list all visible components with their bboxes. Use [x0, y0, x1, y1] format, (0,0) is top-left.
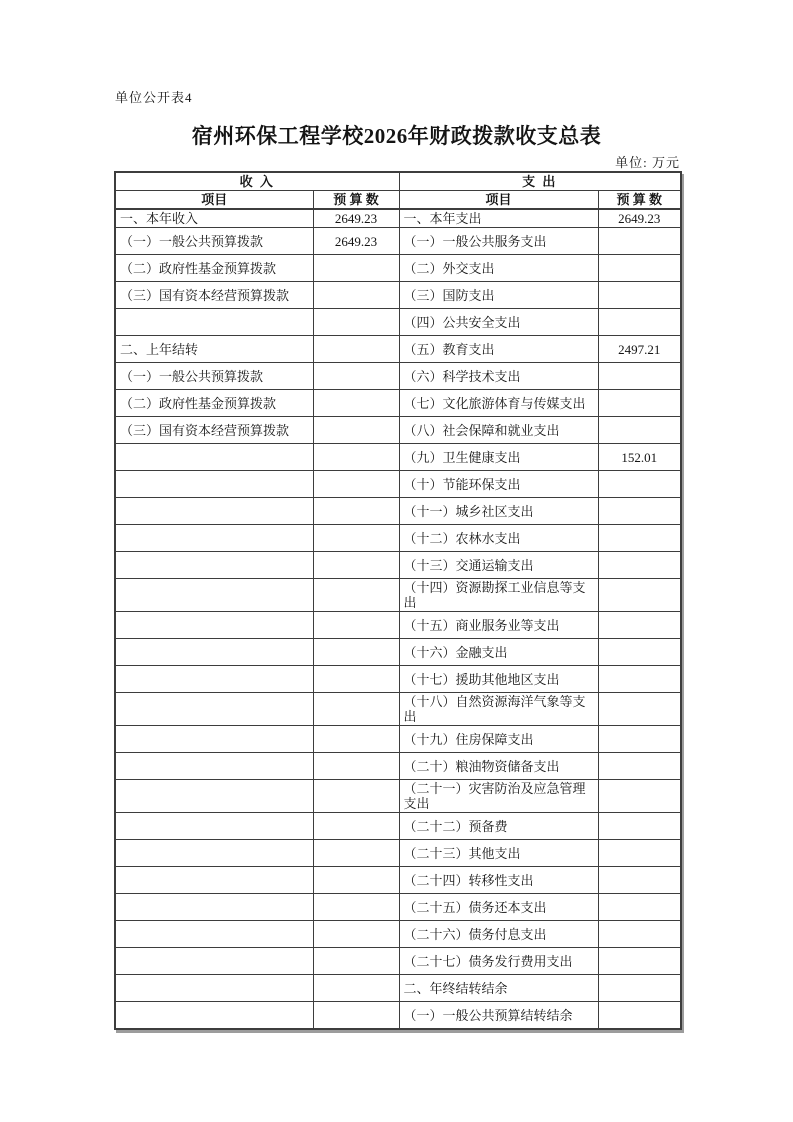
- income-item-cell: [115, 579, 313, 612]
- table-row: [115, 444, 681, 471]
- expense-budget-cell: [598, 948, 681, 975]
- income-item-cell: [115, 612, 313, 639]
- income-budget-cell: [313, 552, 399, 579]
- table-row: [115, 612, 681, 639]
- table-row: [115, 693, 681, 726]
- table-header: [115, 172, 681, 209]
- income-budget-cell: [313, 255, 399, 282]
- table-row: [115, 579, 681, 612]
- income-item-cell: [115, 1002, 313, 1030]
- expense-item-cell: （十六）金融支出: [399, 639, 598, 666]
- table-row: [115, 948, 681, 975]
- expense-item-cell: （二十）粮油物资储备支出: [399, 753, 598, 780]
- expense-budget-cell: [598, 693, 681, 726]
- expense-budget-cell: [598, 894, 681, 921]
- table-row: [115, 228, 681, 255]
- expense-item-cell: 一、本年支出: [399, 209, 598, 228]
- expense-budget-cell: [598, 228, 681, 255]
- expense-item-cell: （十五）商业服务业等支出: [399, 612, 598, 639]
- expense-item-cell: （三）国防支出: [399, 282, 598, 309]
- expense-budget-cell: [598, 813, 681, 840]
- income-item-cell: [115, 309, 313, 336]
- expense-budget-cell: [598, 579, 681, 612]
- table-row: [115, 780, 681, 813]
- expense-budget-cell: [598, 255, 681, 282]
- expense-budget-cell: [598, 639, 681, 666]
- income-budget-cell: 2649.23: [313, 228, 399, 255]
- expense-item-cell: （十二）农林水支出: [399, 525, 598, 552]
- table-row: [115, 975, 681, 1002]
- expense-item-cell: （二十三）其他支出: [399, 840, 598, 867]
- expense-item-cell: （六）科学技术支出: [399, 363, 598, 390]
- unit-note: 单位: 万元: [615, 155, 680, 170]
- expense-budget-cell: 152.01: [598, 444, 681, 471]
- income-item-cell: [115, 498, 313, 525]
- expense-budget-cell: [598, 309, 681, 336]
- expense-budget-cell: [598, 840, 681, 867]
- expense-item-cell: （二十四）转移性支出: [399, 867, 598, 894]
- income-item-cell: 一、本年收入: [115, 209, 313, 228]
- expense-item-cell: （二十一）灾害防治及应急管理支出: [399, 780, 598, 813]
- income-budget-cell: [313, 498, 399, 525]
- table-row: [115, 390, 681, 417]
- table-row: [115, 363, 681, 390]
- expense-item-cell: （十三）交通运输支出: [399, 552, 598, 579]
- income-item-cell: （一）一般公共预算拨款: [115, 228, 313, 255]
- expense-budget-cell: [598, 780, 681, 813]
- table-row: [115, 309, 681, 336]
- expense-budget-cell: [598, 552, 681, 579]
- income-budget-cell: [313, 363, 399, 390]
- table-row: [115, 1002, 681, 1030]
- expense-budget-cell: [598, 471, 681, 498]
- doc-label: 单位公开表4: [115, 90, 193, 105]
- expense-budget-cell: [598, 753, 681, 780]
- income-budget-cell: [313, 612, 399, 639]
- income-item-cell: [115, 867, 313, 894]
- income-item-cell: [115, 639, 313, 666]
- income-budget-cell: [313, 579, 399, 612]
- table-row: [115, 726, 681, 753]
- income-budget-cell: [313, 282, 399, 309]
- income-budget-cell: [313, 666, 399, 693]
- income-budget-column-header: 预 算 数: [313, 191, 399, 210]
- income-item-cell: [115, 894, 313, 921]
- income-budget-cell: [313, 975, 399, 1002]
- expense-budget-column-header: 预 算 数: [598, 191, 681, 210]
- income-budget-cell: [313, 444, 399, 471]
- income-item-cell: （二）政府性基金预算拨款: [115, 390, 313, 417]
- expense-item-cell: （十八）自然资源海洋气象等支出: [399, 693, 598, 726]
- expense-budget-cell: [598, 867, 681, 894]
- income-budget-cell: [313, 1002, 399, 1030]
- table-row: [115, 867, 681, 894]
- expense-budget-cell: [598, 612, 681, 639]
- expense-item-cell: （十一）城乡社区支出: [399, 498, 598, 525]
- income-budget-cell: 2649.23: [313, 209, 399, 228]
- expense-item-cell: （二十二）预备费: [399, 813, 598, 840]
- page-title: 宿州环保工程学校2026年财政拨款收支总表: [191, 124, 602, 148]
- table-body: [115, 209, 681, 1029]
- income-budget-cell: [313, 813, 399, 840]
- table-row: [115, 282, 681, 309]
- income-item-cell: （二）政府性基金预算拨款: [115, 255, 313, 282]
- expense-item-cell: （二十六）债务付息支出: [399, 921, 598, 948]
- income-budget-cell: [313, 867, 399, 894]
- income-item-cell: [115, 726, 313, 753]
- income-budget-cell: [313, 390, 399, 417]
- income-item-cell: [115, 780, 313, 813]
- expense-item-cell: （十九）住房保障支出: [399, 726, 598, 753]
- expense-item-cell: （二十五）债务还本支出: [399, 894, 598, 921]
- table-row: [115, 666, 681, 693]
- income-item-cell: [115, 840, 313, 867]
- expense-item-cell: （四）公共安全支出: [399, 309, 598, 336]
- income-item-column-header: 项目: [115, 191, 313, 210]
- income-item-cell: [115, 525, 313, 552]
- expense-budget-cell: [598, 525, 681, 552]
- expense-item-cell: （七）文化旅游体育与传媒支出: [399, 390, 598, 417]
- expense-budget-cell: [598, 666, 681, 693]
- expense-item-cell: （二十七）债务发行费用支出: [399, 948, 598, 975]
- expense-budget-cell: [598, 726, 681, 753]
- table-row: [115, 209, 681, 228]
- income-budget-cell: [313, 639, 399, 666]
- budget-summary-table: [114, 171, 682, 1030]
- expense-budget-cell: 2497.21: [598, 336, 681, 363]
- table-row: [115, 639, 681, 666]
- expense-item-column-header: 项目: [399, 191, 598, 210]
- income-budget-cell: [313, 726, 399, 753]
- expense-item-cell: （十七）援助其他地区支出: [399, 666, 598, 693]
- expense-item-cell: （九）卫生健康支出: [399, 444, 598, 471]
- income-item-cell: [115, 753, 313, 780]
- expense-budget-cell: [598, 921, 681, 948]
- income-item-cell: [115, 975, 313, 1002]
- table-row: [115, 417, 681, 444]
- income-item-cell: （三）国有资本经营预算拨款: [115, 417, 313, 444]
- income-budget-cell: [313, 417, 399, 444]
- expense-item-cell: （一）一般公共服务支出: [399, 228, 598, 255]
- income-item-cell: [115, 921, 313, 948]
- income-item-cell: [115, 444, 313, 471]
- income-item-cell: [115, 813, 313, 840]
- expense-item-cell: （十四）资源勘探工业信息等支出: [399, 579, 598, 612]
- table-row: [115, 525, 681, 552]
- expense-item-cell: （八）社会保障和就业支出: [399, 417, 598, 444]
- table-row: [115, 753, 681, 780]
- income-item-cell: [115, 552, 313, 579]
- expense-budget-cell: [598, 1002, 681, 1030]
- table-column-header-row: [115, 191, 681, 210]
- income-item-cell: [115, 948, 313, 975]
- expense-budget-cell: 2649.23: [598, 209, 681, 228]
- income-budget-cell: [313, 753, 399, 780]
- income-item-cell: 二、上年结转: [115, 336, 313, 363]
- income-budget-cell: [313, 840, 399, 867]
- table-row: [115, 813, 681, 840]
- expense-item-cell: （一）一般公共预算结转结余: [399, 1002, 598, 1030]
- expense-section-header: 支 出: [399, 172, 681, 191]
- income-budget-cell: [313, 894, 399, 921]
- table-row: [115, 921, 681, 948]
- table-group-header-row: [115, 172, 681, 191]
- expense-budget-cell: [598, 975, 681, 1002]
- table-row: [115, 894, 681, 921]
- table-row: [115, 255, 681, 282]
- expense-item-cell: （十）节能环保支出: [399, 471, 598, 498]
- income-budget-cell: [313, 780, 399, 813]
- expense-budget-cell: [598, 390, 681, 417]
- income-item-cell: （三）国有资本经营预算拨款: [115, 282, 313, 309]
- income-budget-cell: [313, 471, 399, 498]
- income-section-header: 收 入: [115, 172, 399, 191]
- income-budget-cell: [313, 921, 399, 948]
- table-row: [115, 336, 681, 363]
- income-item-cell: [115, 666, 313, 693]
- table-row: [115, 471, 681, 498]
- income-item-cell: [115, 471, 313, 498]
- expense-item-cell: （二）外交支出: [399, 255, 598, 282]
- income-budget-cell: [313, 693, 399, 726]
- income-budget-cell: [313, 525, 399, 552]
- table-row: [115, 552, 681, 579]
- income-budget-cell: [313, 309, 399, 336]
- income-item-cell: [115, 693, 313, 726]
- table-row: [115, 840, 681, 867]
- expense-budget-cell: [598, 363, 681, 390]
- income-item-cell: （一）一般公共预算拨款: [115, 363, 313, 390]
- income-budget-cell: [313, 948, 399, 975]
- income-budget-cell: [313, 336, 399, 363]
- table-row: [115, 498, 681, 525]
- expense-item-cell: （五）教育支出: [399, 336, 598, 363]
- expense-budget-cell: [598, 417, 681, 444]
- expense-item-cell: 二、年终结转结余: [399, 975, 598, 1002]
- expense-budget-cell: [598, 498, 681, 525]
- expense-budget-cell: [598, 282, 681, 309]
